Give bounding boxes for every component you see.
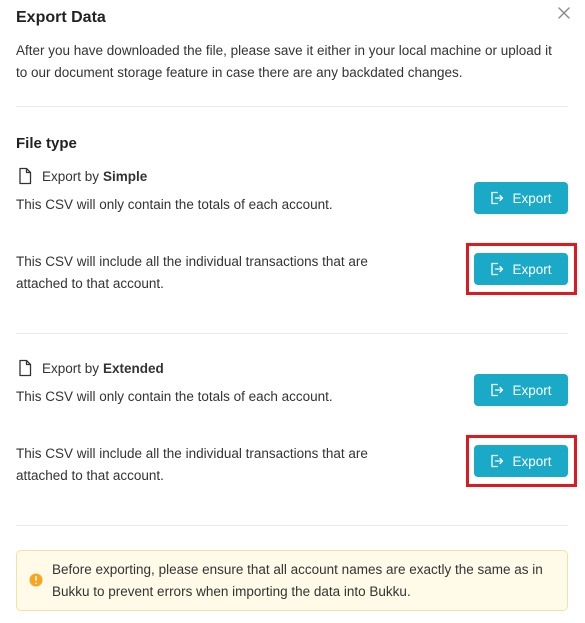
export-icon — [490, 383, 504, 397]
export-icon — [490, 191, 504, 205]
divider — [16, 333, 568, 334]
group-prefix: Export by — [42, 168, 100, 184]
export-extended-transactions-button[interactable] — [474, 445, 568, 477]
warning-notice — [16, 550, 568, 611]
warning-icon — [29, 573, 43, 587]
group-name-simple: Simple — [103, 168, 148, 184]
document-icon — [16, 359, 34, 377]
divider — [16, 525, 568, 526]
group-prefix: Export by — [42, 360, 100, 376]
document-icon — [16, 167, 34, 185]
group-header-simple — [16, 167, 147, 185]
extended-transactions-text: This CSV will include all the individual transactions that are attached to that account. — [16, 446, 368, 483]
group-name-extended: Extended — [103, 360, 164, 376]
export-button-label: Export — [512, 190, 552, 206]
group-header-extended — [16, 359, 164, 377]
simple-totals-text: This CSV will only contain the totals of each account. — [16, 197, 333, 212]
export-extended-totals-button[interactable] — [474, 374, 568, 406]
notice-text: Before exporting, please ensure that all account names are exactly the same as in Bukku to prevent errors when importing the data into Bukku. — [52, 562, 543, 599]
export-simple-totals-button[interactable] — [474, 182, 568, 214]
modal-description: After you have downloaded the file, please save it either in your local machine or upload it to our document storage feature in case there are any backdated changes. — [16, 43, 552, 80]
export-button-label: Export — [512, 453, 552, 469]
export-simple-transactions-button[interactable] — [474, 253, 568, 285]
close-icon[interactable] — [556, 5, 572, 21]
file-type-heading: File type — [16, 135, 77, 152]
modal-title: Export Data — [16, 9, 106, 26]
export-button-label: Export — [512, 382, 552, 398]
divider — [16, 106, 568, 107]
export-icon — [490, 454, 504, 468]
simple-transactions-text: This CSV will include all the individual transactions that are attached to that account. — [16, 254, 368, 291]
export-icon — [490, 262, 504, 276]
export-button-label: Export — [512, 261, 552, 277]
extended-totals-text: This CSV will only contain the totals of each account. — [16, 389, 333, 404]
